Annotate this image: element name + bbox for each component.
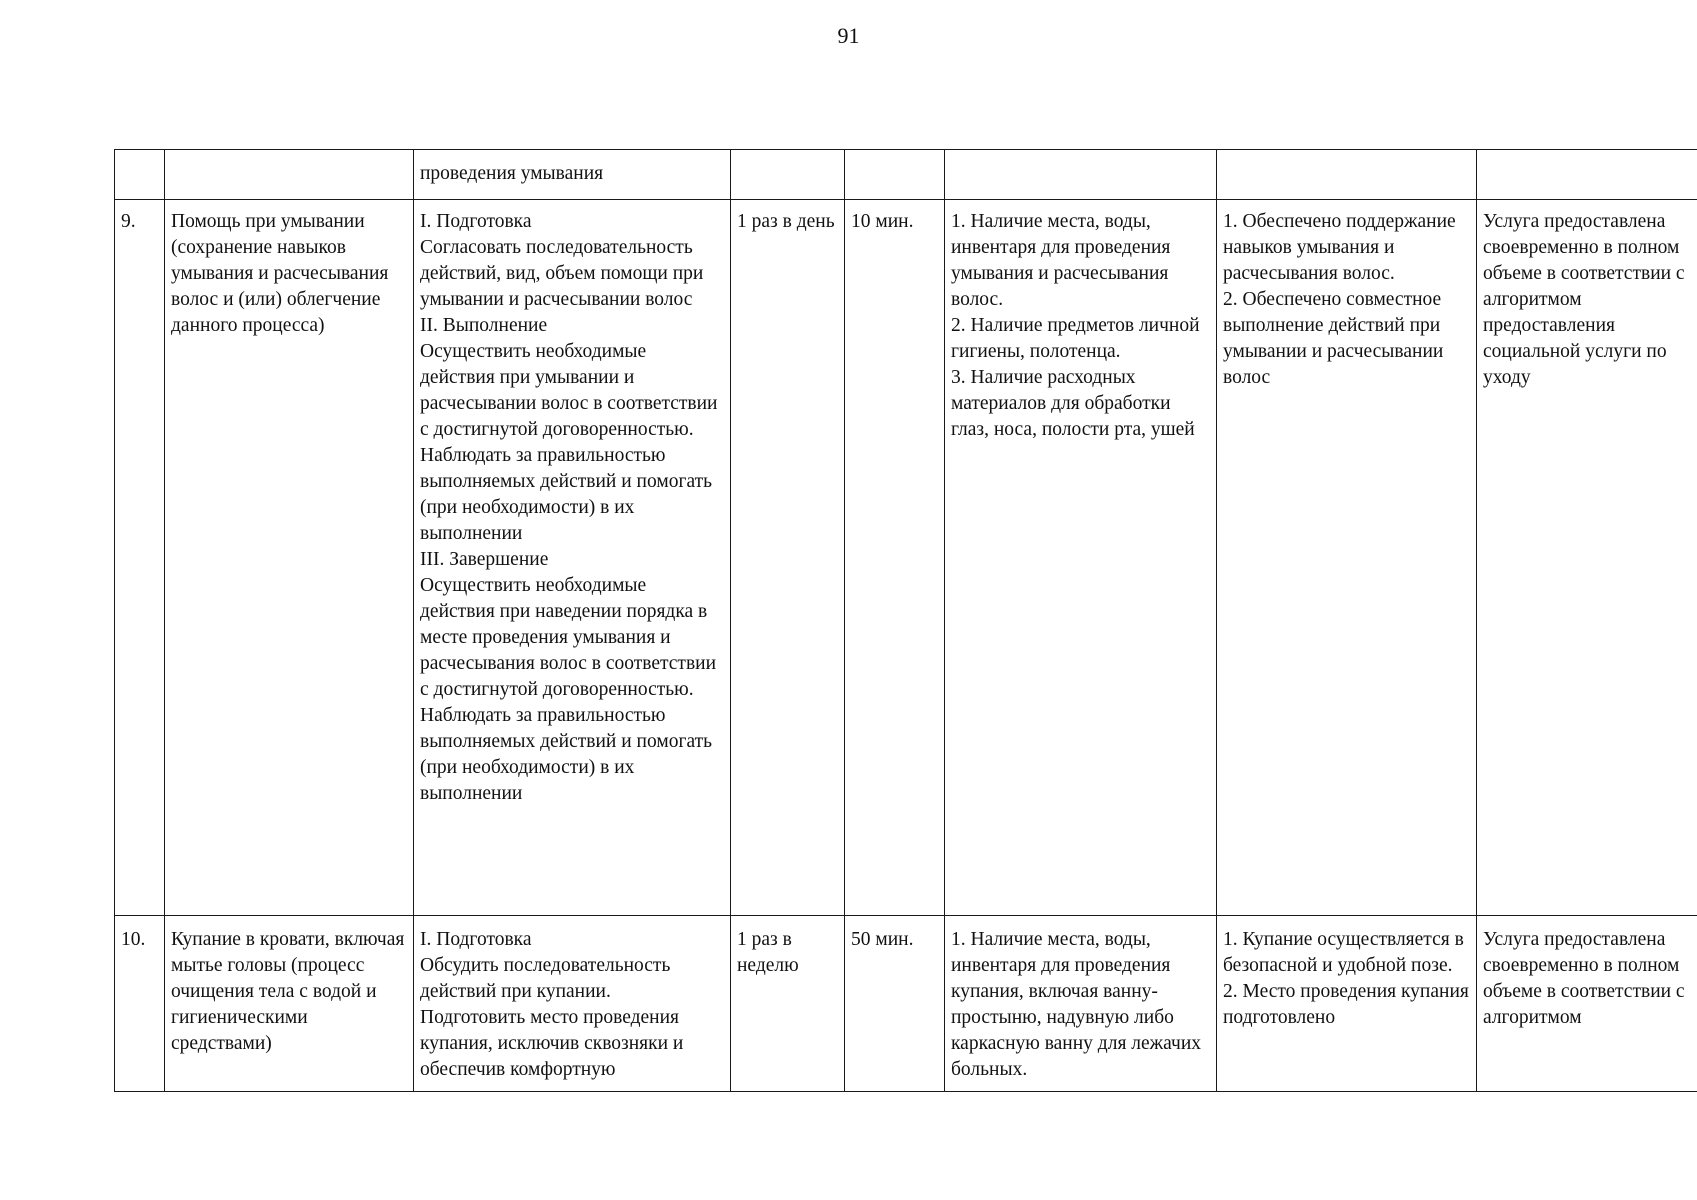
- cell-result: [1217, 150, 1477, 200]
- cell-duration: 10 мин.: [845, 200, 945, 916]
- cell-service: Купание в кровати, включая мытье головы (процесс очищения тела с водой и гигиеническими средствами): [165, 916, 414, 1092]
- table-row: [115, 200, 1697, 916]
- cell-result: 1. Обеспечено поддержание навыков умывания и расчесывания волос. 2. Обеспечено совместное выполнение действий при умывании и расчесывании волос: [1217, 200, 1477, 916]
- cell-num: 9.: [115, 200, 165, 916]
- page-number: 91: [837, 23, 860, 48]
- cell-frequency: [731, 150, 845, 200]
- table-row-continuation: [115, 150, 1697, 200]
- table-row: [115, 916, 1697, 1092]
- cell-quality: [1477, 150, 1697, 200]
- cell-quality: Услуга предоставлена своевременно в полном объеме в соответствии с алгоритмом: [1477, 916, 1697, 1092]
- cell-procedure: проведения умывания: [414, 150, 731, 200]
- cell-conditions: 1. Наличие места, воды, инвентаря для проведения купания, включая ванну-простыню, надувную либо каркасную ванну для лежачих больных.: [945, 916, 1217, 1092]
- cell-service: [165, 150, 414, 200]
- cell-duration: [845, 150, 945, 200]
- cell-duration: 50 мин.: [845, 916, 945, 1092]
- cell-frequency: 1 раз в неделю: [731, 916, 845, 1092]
- cell-result: 1. Купание осуществляется в безопасной и удобной позе. 2. Место проведения купания подготовлено: [1217, 916, 1477, 1092]
- cell-service: Помощь при умывании (сохранение навыков умывания и расчесывания волос и (или) облегчение данного процесса): [165, 200, 414, 916]
- cell-quality: Услуга предоставлена своевременно в полном объеме в соответствии с алгоритмом предоставления социальной услуги по уходу: [1477, 200, 1697, 916]
- cell-procedure: I. Подготовка Согласовать последовательность действий, вид, объем помощи при умывании и расчесывании волос II. Выполнение Осуществить необходимые действия при умывании и расчесывании волос в соответствии с достигнутой договоренностью. Наблюдать за правильностью выполняемых действий и помогать (при необходимости) в их выполнении III. Завершение Осуществить необходимые действия при наведении порядка в месте проведения умывания и расчесывания волос в соответствии с достигнутой договоренностью. Наблюдать за правильностью выполняемых действий и помогать (при необходимости) в их выполнении: [414, 200, 731, 916]
- cell-frequency: 1 раз в день: [731, 200, 845, 916]
- cell-num: 10.: [115, 916, 165, 1092]
- cell-conditions: [945, 150, 1217, 200]
- cell-conditions: 1. Наличие места, воды, инвентаря для проведения умывания и расчесывания волос. 2. Наличие предметов личной гигиены, полотенца. 3. Наличие расходных материалов для обработки глаз, носа, полости рта, ушей: [945, 200, 1217, 916]
- cell-num: [115, 150, 165, 200]
- services-table: [114, 149, 1697, 1092]
- cell-procedure: I. Подготовка Обсудить последовательность действий при купании. Подготовить место проведения купания, исключив сквозняки и обеспечив комфортную: [414, 916, 731, 1092]
